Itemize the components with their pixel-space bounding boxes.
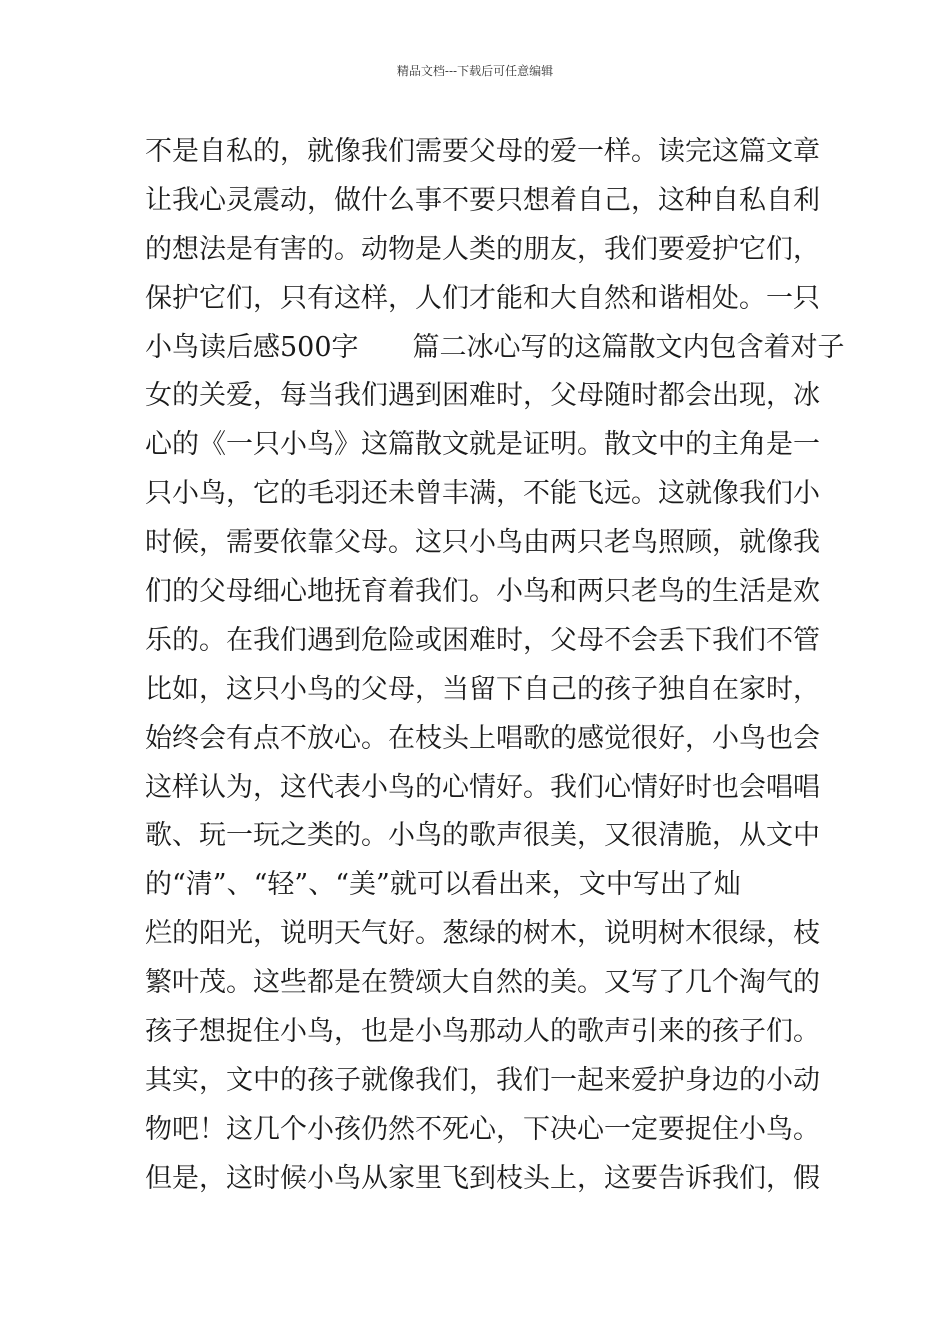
text-line: 乐的。在我们遇到危险或困难时，父母不会丢下我们不管 xyxy=(145,624,820,656)
text-line: 不是自私的，就像我们需要父母的爱一样。读完这篇文章 xyxy=(145,136,820,167)
text-line: 繁叶茂。这些都是在赞颂大自然的美。又写了几个淘气的 xyxy=(145,967,820,999)
text-line: 比如，这只小鸟的父母，当留下自己的孩子独自在家时， xyxy=(145,673,820,705)
text-line: 始终会有点不放心。在枝头上唱歌的感觉很好，小鸟也会 xyxy=(145,722,820,754)
text-line: 女的关爱，每当我们遇到困难时，父母随时都会出现，冰 xyxy=(145,380,820,412)
text-line: 其实，文中的孩子就像我们，我们一起来爱护身边的小动 xyxy=(145,1064,820,1096)
text-line: 小鸟读后感500字 篇二冰心写的这篇散文内包含着对子 xyxy=(145,331,845,363)
text-line: 只小鸟，它的毛羽还未曾丰满，不能飞远。这就像我们小 xyxy=(145,478,820,510)
text-line: 时候，需要依靠父母。这只小鸟由两只老鸟照顾，就像我 xyxy=(145,527,820,559)
text-line: 物吧！这几个小孩仍然不死心，下决心一定要捉住小鸟。 xyxy=(145,1113,820,1145)
text-line: 歌、玩一玩之类的。小鸟的歌声很美，又很清脆，从文中 xyxy=(145,820,820,852)
text-line: 但是，这时候小鸟从家里飞到枝头上，这要告诉我们，假 xyxy=(145,1162,820,1194)
page-header: 精品文档---下载后可任意编辑 xyxy=(396,64,554,78)
text-line: 的“清”、“轻”、“美”就可以看出来，文中写出了灿 xyxy=(145,869,741,901)
text-line: 心的《一只小鸟》这篇散文就是证明。散文中的主角是一 xyxy=(145,429,820,461)
text-line: 孩子想捉住小鸟，也是小鸟那动人的歌声引来的孩子们。 xyxy=(145,1016,820,1048)
text-line: 保护它们，只有这样，人们才能和大自然和谐相处。一只 xyxy=(145,282,820,314)
text-line: 这样认为，这代表小鸟的心情好。我们心情好时也会唱唱 xyxy=(145,771,820,803)
text-line: 的想法是有害的。动物是人类的朋友，我们要爱护它们， xyxy=(145,233,820,265)
text-line: 烂的阳光，说明天气好。葱绿的树木，说明树木很绿，枝 xyxy=(145,918,820,950)
text-line: 让我心灵震动，做什么事不要只想着自己，这种自私自利 xyxy=(145,184,820,216)
text-line: 们的父母细心地抚育着我们。小鸟和两只老鸟的生活是欢 xyxy=(145,576,820,608)
body-text xyxy=(145,128,845,1204)
